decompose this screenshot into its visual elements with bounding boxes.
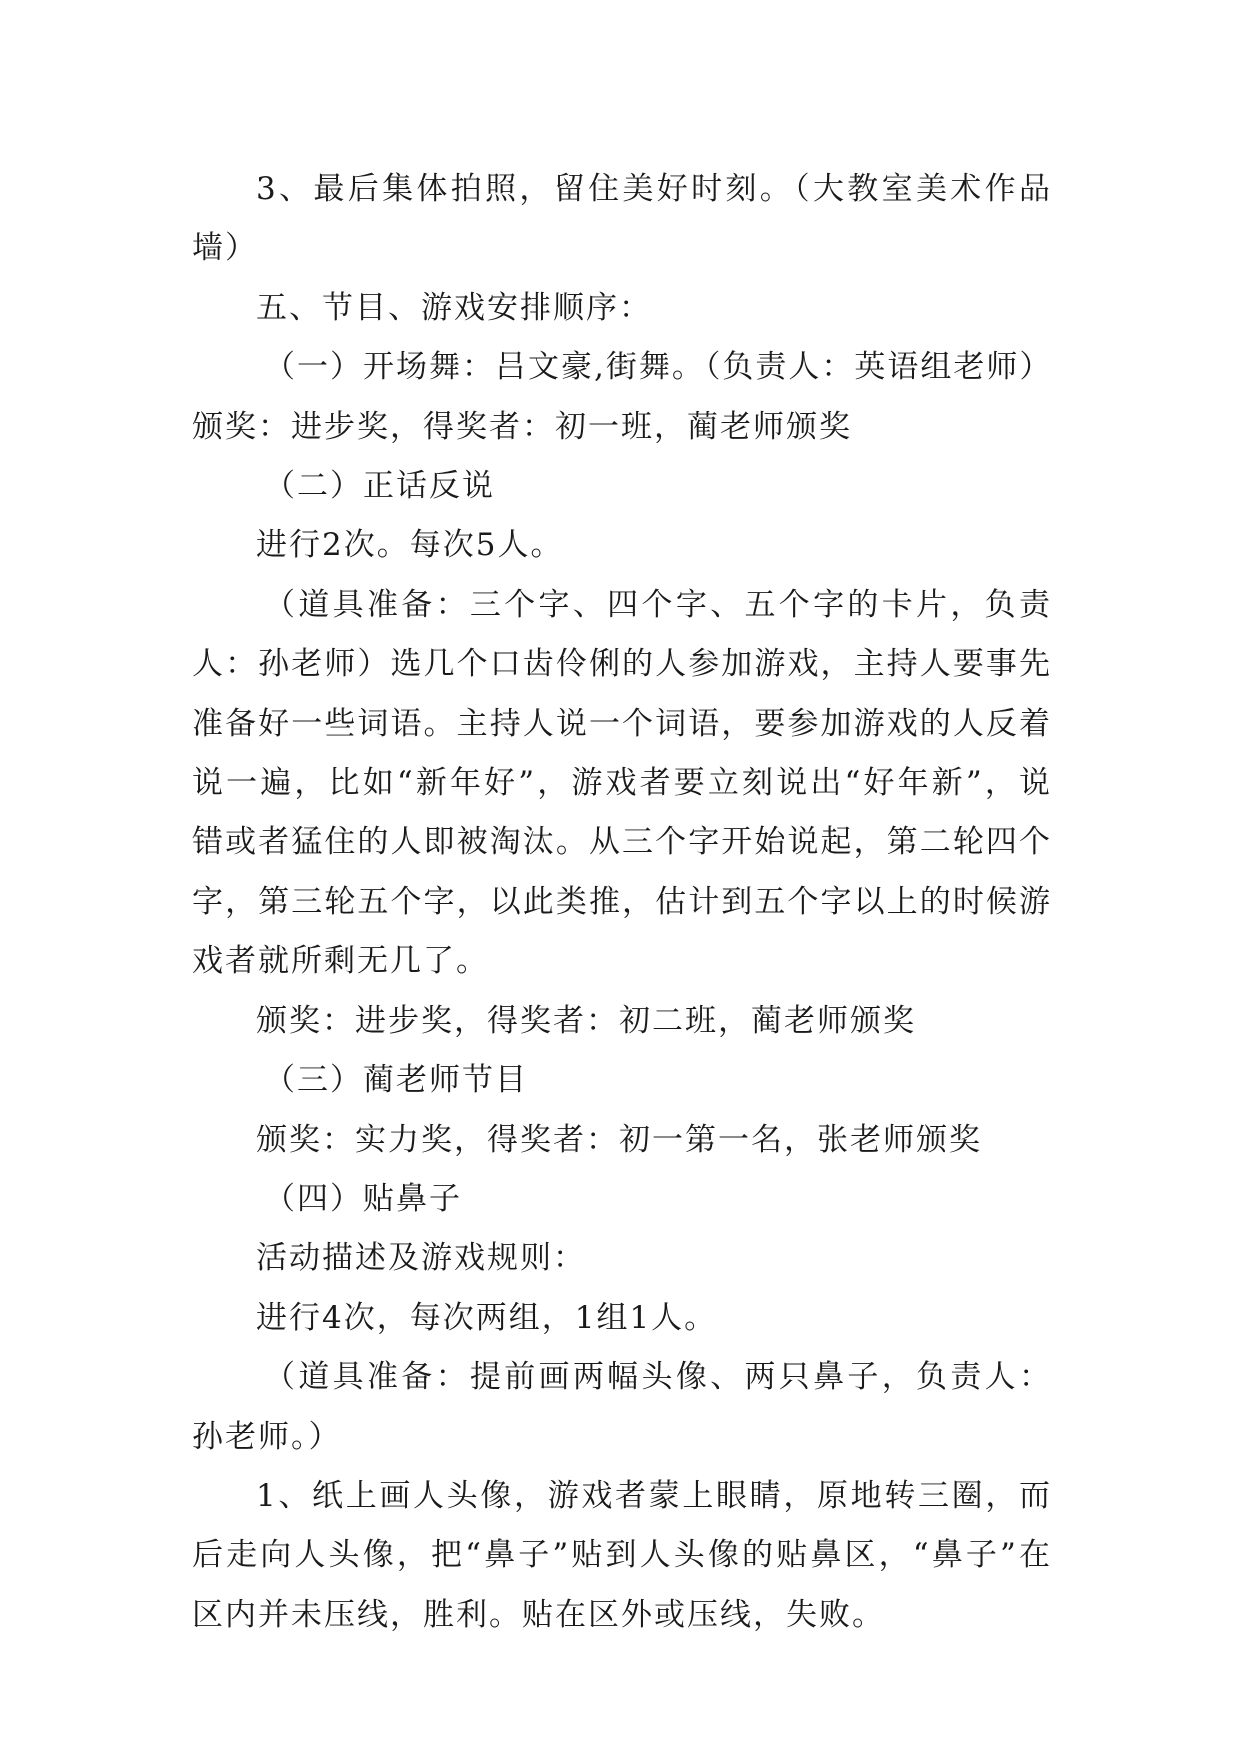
pin-the-nose-props: （道具准备：提前画两幅头像、两只鼻子，负责人：孙老师。） [192,1359,1052,1455]
pin-the-nose-rule-one: 1、纸上画人头像，游戏者蒙上眼睛，原地转三圈，而后走向人头像，把“鼻子”贴到人头像的贴鼻区，“鼻子”在区内并未压线，胜利。贴在区外或压线，失败。 [192,1477,1052,1633]
document-body [192,160,1052,1645]
item-reverse-speaking: （二）正话反说 [264,468,495,505]
item-opening-dance: （一）开场舞：吕文豪,街舞。（负责人：英语组老师） [264,349,1053,386]
pin-the-nose-rounds: 进行4次，每次两组，1组1人。 [256,1299,718,1336]
award-strength: 颁奖：实力奖，得奖者：初一第一名，张老师颁奖 [256,1121,982,1158]
award-progress-grade-two: 颁奖：进步奖，得奖者：初二班，蔺老师颁奖 [256,1002,916,1039]
reverse-speaking-rounds: 进行2次。每次5人。 [256,527,564,564]
item-pin-the-nose: （四）贴鼻子 [264,1180,462,1217]
award-progress-grade-one: 颁奖：进步奖，得奖者：初一班，蔺老师颁奖 [192,408,852,445]
reverse-speaking-description: （道具准备：三个字、四个字、五个字的卡片，负责人：孙老师）选几个口齿伶俐的人参加游戏，主持人要事先准备好一些词语。主持人说一个词语，要参加游戏的人反着说一遍，比如“新年好”，游戏者要立刻说出“好年新”，说错或者猛住的人即被淘汰。从三个字开始说起，第二轮四个字，第三轮五个字，以此类推，估计到五个字以上的时候游戏者就所剩无几了。 [192,586,1052,980]
pin-the-nose-rules-heading: 活动描述及游戏规则： [256,1240,586,1277]
section-heading-program-order: 五、节目、游戏安排顺序： [256,289,652,326]
paragraph-group-photo: 3、最后集体拍照，留住美好时刻。（大教室美术作品墙） [192,171,1052,267]
item-teacher-lin-program: （三）蔺老师节目 [264,1062,528,1099]
